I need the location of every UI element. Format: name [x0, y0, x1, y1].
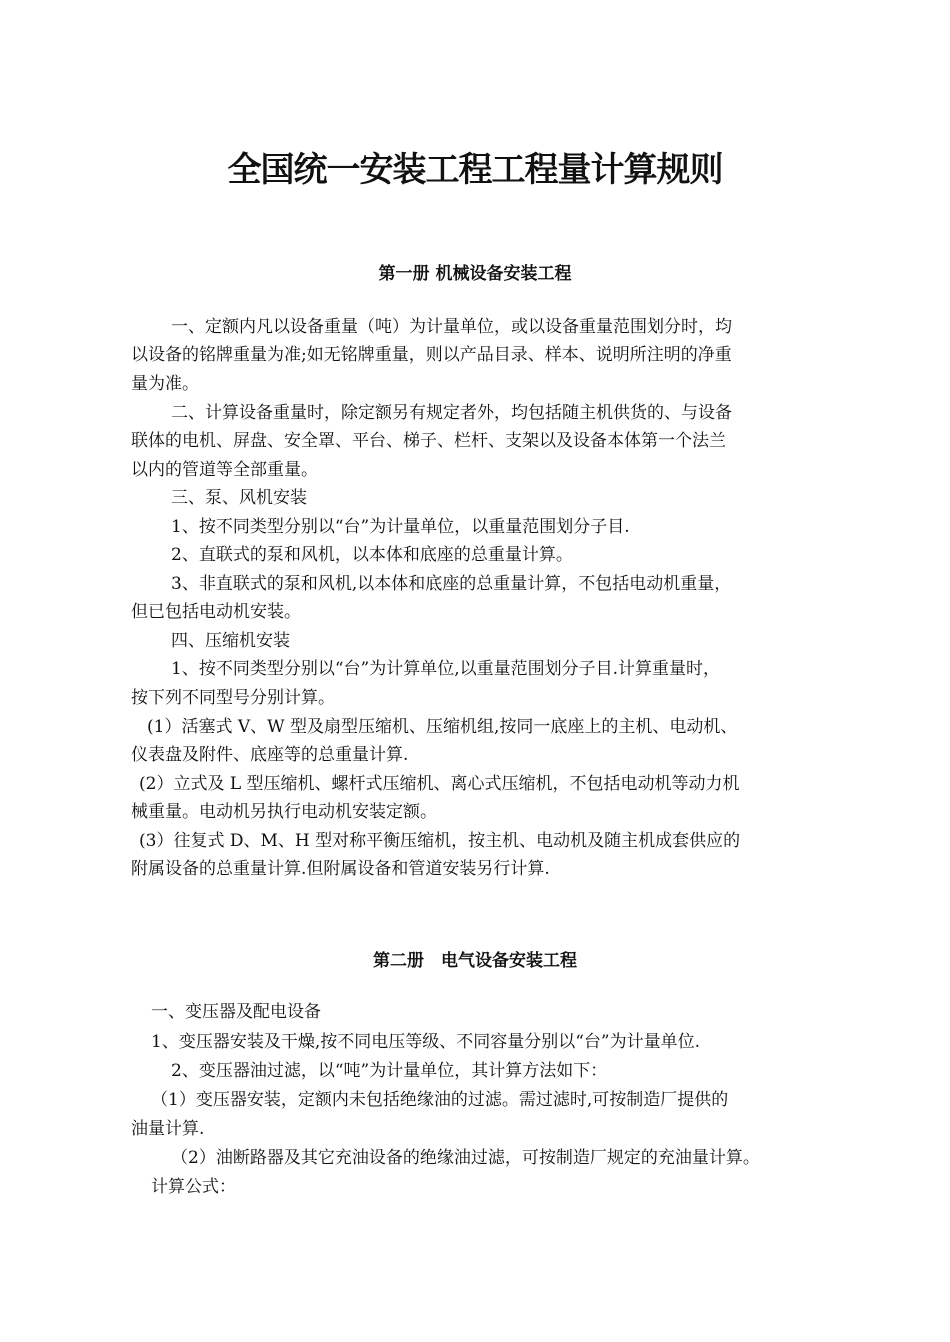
paragraph-line: 附属设备的总重量计算.但附属设备和管道安装另行计算.: [131, 859, 550, 879]
paragraph-line: 3、非直联式的泵和风机,以本体和底座的总重量计算，不包括电动机重量，: [171, 574, 732, 594]
paragraph-line: 按下列不同型号分别计算。: [131, 688, 335, 708]
paragraph-line: 但已包括电动机安装。: [131, 602, 301, 622]
paragraph-line: (3）往复式 D、M、H 型对称平衡压缩机，按主机、电动机及随主机成套供应的: [139, 831, 741, 851]
paragraph-line: 二、计算设备重量时，除定额另有规定者外，均包括随主机供货的、与设备: [171, 403, 732, 423]
paragraph-line: 2、变压器油过滤，以“吨”为计量单位，其计算方法如下：: [171, 1061, 608, 1081]
paragraph-line: （2）油断路器及其它充油设备的绝缘油过滤，可按制造厂规定的充油量计算。: [171, 1148, 760, 1168]
paragraph-line: 2、直联式的泵和风机，以本体和底座的总重量计算。: [171, 545, 573, 565]
section-1-heading: 第一册 机械设备安装工程: [378, 264, 572, 284]
subheading-line: 四、压缩机安装: [171, 631, 290, 651]
paragraph-line: (2）立式及 L 型压缩机、螺杆式压缩机、离心式压缩机，不包括电动机等动力机: [139, 774, 740, 794]
paragraph-line: 以设备的铭牌重量为准;如无铭牌重量，则以产品目录、样本、说明所注明的净重: [131, 345, 732, 365]
subheading-line: 三、泵、风机安装: [171, 488, 307, 508]
document-title: 全国统一安装工程工程量计算规则: [227, 150, 723, 190]
subheading-line: 一、变压器及配电设备: [151, 1002, 321, 1022]
paragraph-line: 量为准。: [131, 374, 199, 394]
paragraph-line: 1、变压器安装及干燥,按不同电压等级、不同容量分别以“台”为计量单位.: [151, 1032, 701, 1052]
paragraph-line: （1）变压器安装，定额内未包括绝缘油的过滤。需过滤时,可按制造厂提供的: [151, 1090, 729, 1110]
paragraph-line: 1、按不同类型分别以“台”为计算单位,以重量范围划分子目.计算重量时，: [171, 659, 721, 679]
paragraph-line: 油量计算.: [131, 1119, 205, 1139]
paragraph-line: 以内的管道等全部重量。: [131, 460, 318, 480]
paragraph-line: 1、按不同类型分别以“台”为计量单位，以重量范围划分子目.: [171, 517, 630, 537]
paragraph-line: 计算公式：: [151, 1177, 236, 1197]
paragraph-line: (1）活塞式 V、W 型及扇型压缩机、压缩机组,按同一底座上的主机、电动机、: [147, 717, 738, 737]
paragraph-line: 仪表盘及附件、底座等的总重量计算.: [131, 745, 409, 765]
section-2-heading: 第二册 电气设备安装工程: [373, 951, 577, 971]
paragraph-line: 一、定额内凡以设备重量（吨）为计量单位，或以设备重量范围划分时，均: [171, 317, 732, 337]
paragraph-line: 械重量。电动机另执行电动机安装定额。: [131, 802, 437, 822]
paragraph-line: 联体的电机、屏盘、安全罩、平台、梯子、栏杆、支架以及设备本体第一个法兰: [131, 431, 726, 451]
